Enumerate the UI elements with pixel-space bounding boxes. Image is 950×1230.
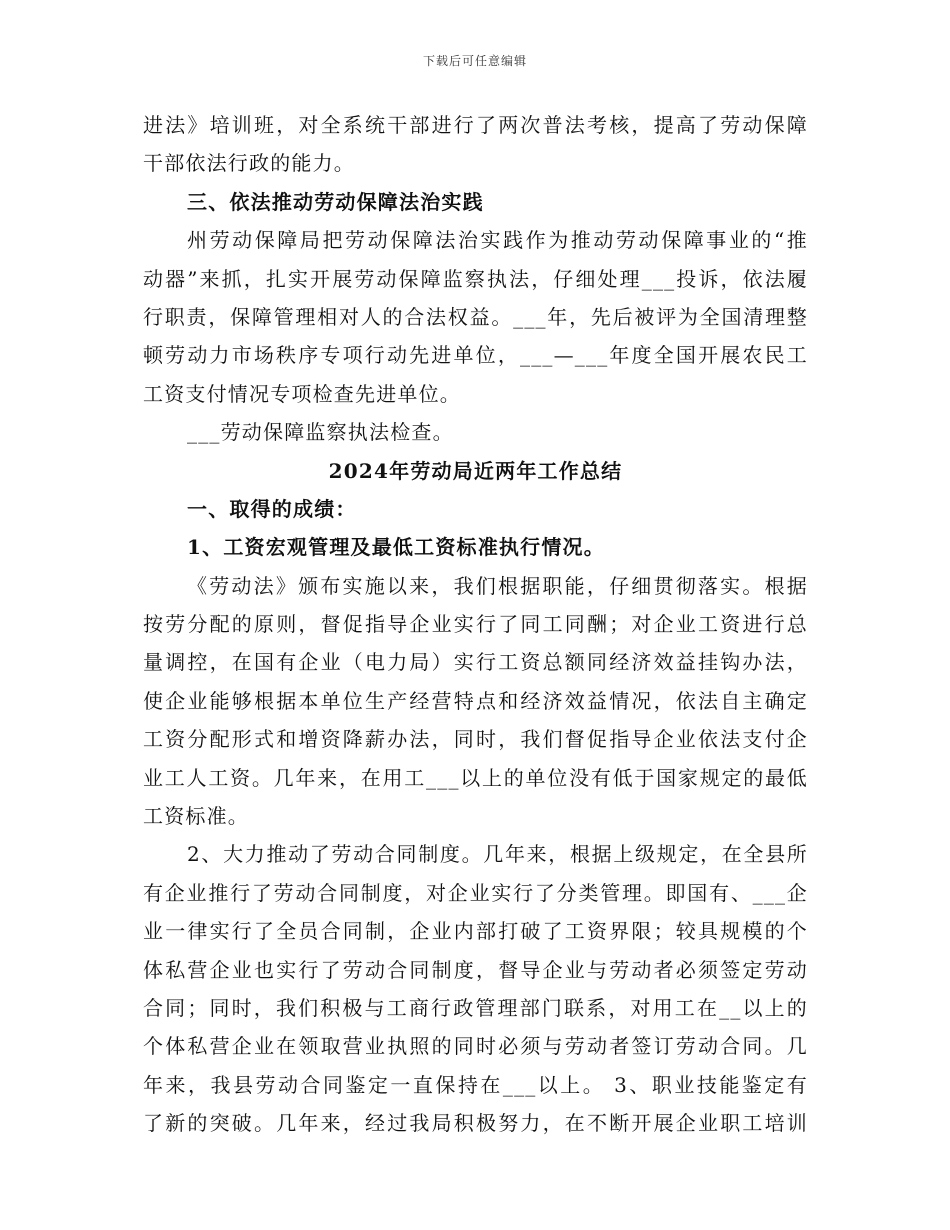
paragraph-line: 业工人工资。几年来，在用工___以上的单位没有低于国家规定的最低	[143, 765, 808, 790]
paragraph-line: 按劳分配的原则，督促指导企业实行了同工同酬；对企业工资进行总	[143, 612, 808, 637]
paragraph-line: 工资支付情况专项检查先进单位。	[143, 381, 461, 406]
paragraph-line: ___劳动保障监察执法检查。	[187, 420, 454, 445]
paragraph-line: 年来，我县劳动合同鉴定一直保持在___以上。 3、职业技能鉴定有	[143, 1072, 808, 1097]
paragraph-line: 量调控，在国有企业（电力局）实行工资总额同经济效益挂钩办法，	[143, 650, 808, 675]
paragraph-line: 行职责，保障管理相对人的合法权益。___年，先后被评为全国清理整	[143, 304, 808, 329]
paragraph-line: 体私营企业也实行了劳动合同制度，督导企业与劳动者必须签定劳动	[143, 957, 808, 982]
paragraph-line: 州劳动保障局把劳动保障法治实践作为推动劳动保障事业的“推	[187, 228, 808, 253]
section-heading: 三、依法推动劳动保障法治实践	[187, 189, 484, 214]
paragraph-line: 干部依法行政的能力。	[143, 151, 355, 176]
paragraph-line: 2、大力推动了劳动合同制度。几年来，根据上级规定，在全县所	[187, 842, 808, 867]
paragraph-line: 了新的突破。几年来，经过我局积极努力，在不断开展企业职工培训	[143, 1111, 808, 1136]
document-body	[143, 106, 808, 1143]
section-heading: 一、取得的成绩：	[187, 496, 357, 521]
page-header: 下载后可任意编辑	[422, 54, 527, 68]
paragraph-line: 顿劳动力市场秩序专项行动先进单位，___—___年度全国开展农民工	[143, 343, 808, 368]
document-title: 2024年劳动局近两年工作总结	[328, 458, 623, 483]
paragraph-line: 《劳动法》颁布实施以来，我们根据职能，仔细贯彻落实。根据	[187, 573, 808, 598]
paragraph-line: 工资分配形式和增资降薪办法，同时，我们督促指导企业依法支付企	[143, 727, 808, 752]
paragraph-line: 合同；同时，我们积极与工商行政管理部门联系，对用工在__以上的	[143, 995, 808, 1020]
paragraph-line: 有企业推行了劳动合同制度，对企业实行了分类管理。即国有、___企	[143, 880, 808, 905]
paragraph-line: 工资标准。	[143, 804, 249, 829]
subsection-heading: 1、工资宏观管理及最低工资标准执行情况。	[187, 535, 605, 560]
paragraph-line: 业一律实行了全员合同制，企业内部打破了工资界限；较具规模的个	[143, 919, 808, 944]
paragraph-line: 使企业能够根据本单位生产经营特点和经济效益情况，依法自主确定	[143, 688, 808, 713]
paragraph-line: 个体私营企业在领取营业执照的同时必须与劳动者签订劳动合同。几	[143, 1034, 808, 1059]
paragraph-line: 动器”来抓，扎实开展劳动保障监察执法，仔细处理___投诉，依法履	[143, 266, 808, 291]
paragraph-line: 进法》培训班，对全系统干部进行了两次普法考核，提高了劳动保障	[143, 113, 808, 137]
